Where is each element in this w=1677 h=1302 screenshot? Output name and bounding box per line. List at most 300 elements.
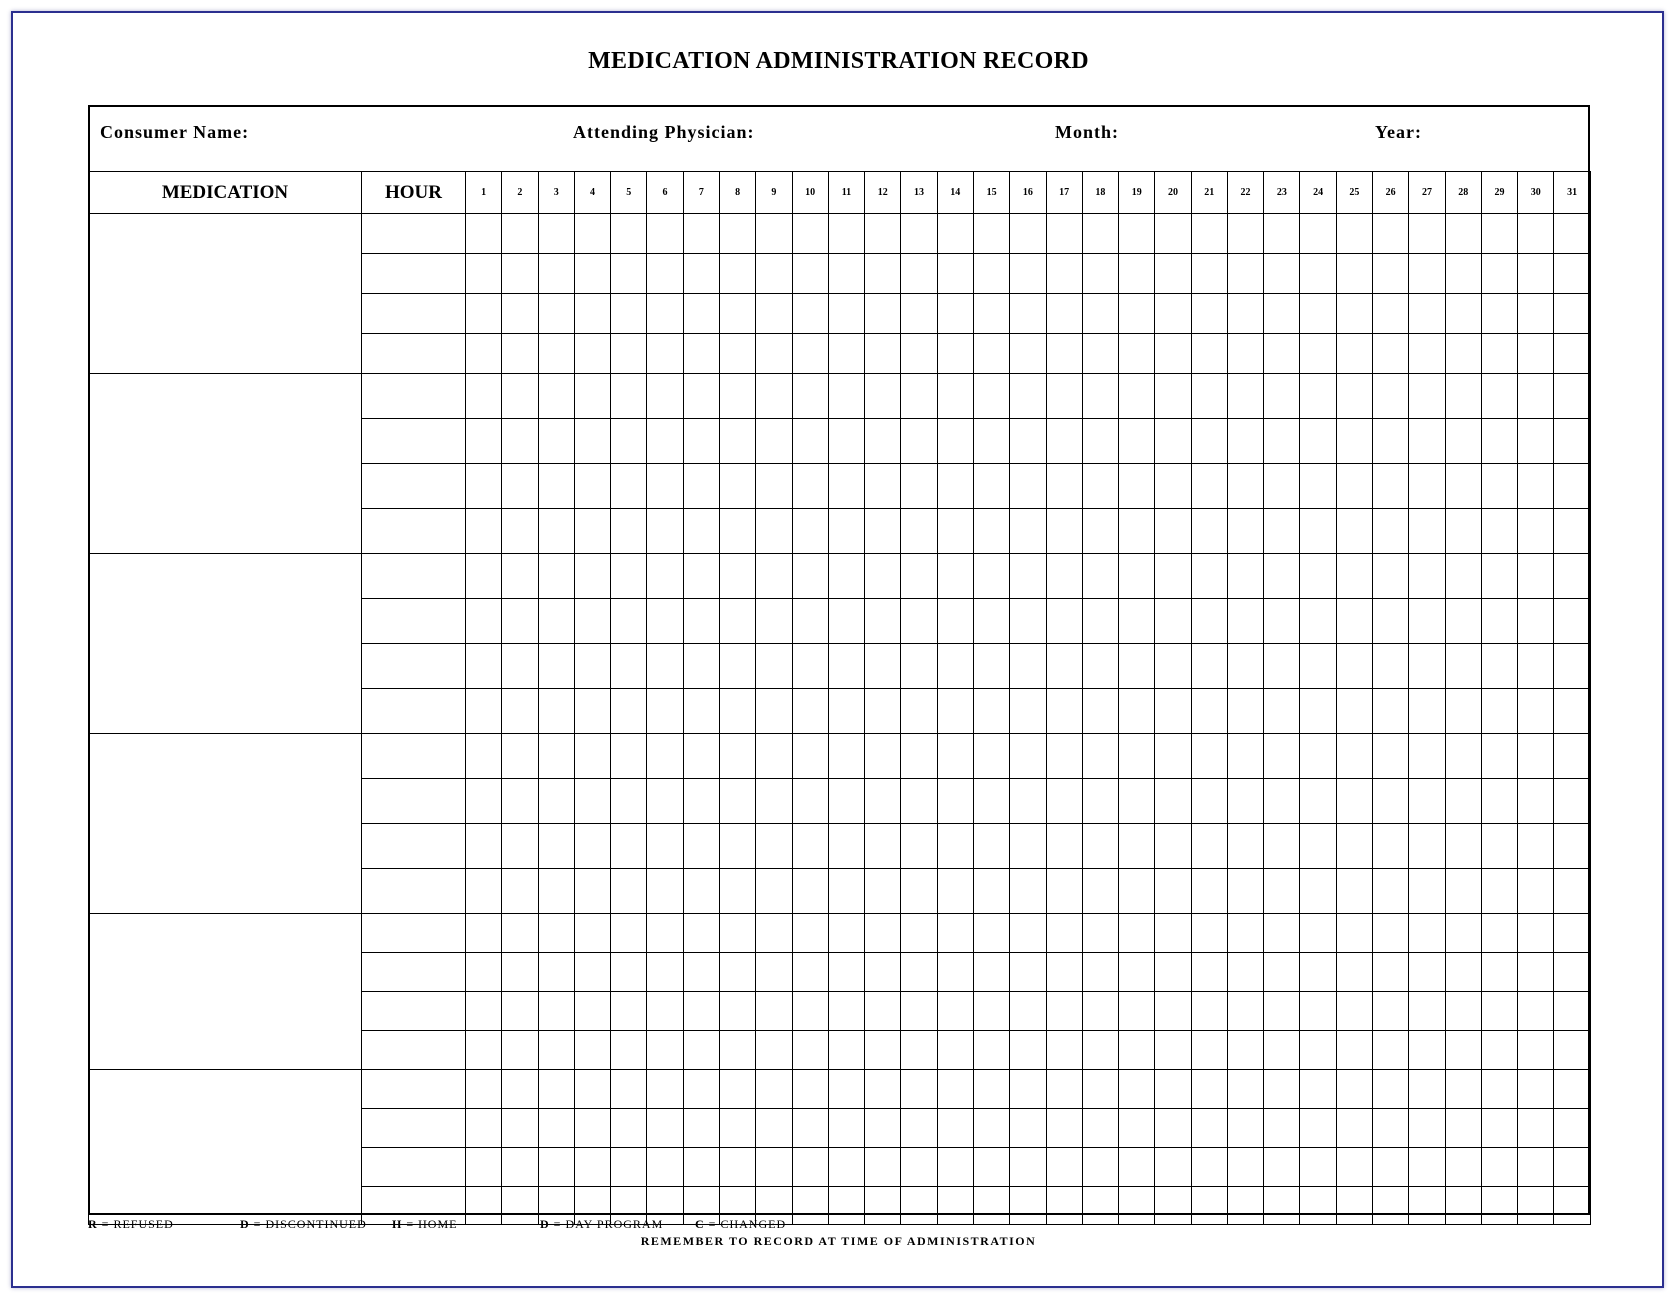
day-cell[interactable] xyxy=(502,464,538,509)
day-cell[interactable] xyxy=(1119,914,1155,953)
day-cell[interactable] xyxy=(1300,824,1336,869)
day-cell[interactable] xyxy=(538,334,574,374)
day-cell[interactable] xyxy=(901,1109,937,1148)
day-cell[interactable] xyxy=(502,1148,538,1187)
day-cell[interactable] xyxy=(1373,734,1409,779)
day-cell[interactable] xyxy=(937,1109,973,1148)
day-cell[interactable] xyxy=(1445,689,1481,734)
day-cell[interactable] xyxy=(865,464,901,509)
day-cell[interactable] xyxy=(466,869,502,914)
day-cell[interactable] xyxy=(611,294,647,334)
day-cell[interactable] xyxy=(1010,734,1046,779)
day-cell[interactable] xyxy=(502,1109,538,1148)
day-cell[interactable] xyxy=(1191,689,1227,734)
day-cell[interactable] xyxy=(1445,1070,1481,1109)
day-cell[interactable] xyxy=(901,1031,937,1070)
day-cell[interactable] xyxy=(901,554,937,599)
day-cell[interactable] xyxy=(1046,1031,1082,1070)
day-cell[interactable] xyxy=(756,214,792,254)
day-cell[interactable] xyxy=(1119,1070,1155,1109)
day-cell[interactable] xyxy=(1191,824,1227,869)
day-cell[interactable] xyxy=(1227,992,1263,1031)
day-cell[interactable] xyxy=(1046,953,1082,992)
day-cell[interactable] xyxy=(1409,464,1445,509)
day-cell[interactable] xyxy=(937,334,973,374)
day-cell[interactable] xyxy=(937,419,973,464)
day-cell[interactable] xyxy=(1554,914,1590,953)
day-cell[interactable] xyxy=(719,734,755,779)
day-cell[interactable] xyxy=(1373,779,1409,824)
day-cell[interactable] xyxy=(1155,779,1191,824)
day-cell[interactable] xyxy=(502,1070,538,1109)
day-cell[interactable] xyxy=(1300,644,1336,689)
day-cell[interactable] xyxy=(1010,779,1046,824)
day-cell[interactable] xyxy=(1191,254,1227,294)
day-cell[interactable] xyxy=(1336,419,1372,464)
day-cell[interactable] xyxy=(683,1070,719,1109)
day-cell[interactable] xyxy=(1082,214,1118,254)
day-cell[interactable] xyxy=(1373,824,1409,869)
day-cell[interactable] xyxy=(574,644,610,689)
day-cell[interactable] xyxy=(1264,689,1300,734)
hour-cell[interactable] xyxy=(362,734,466,779)
day-cell[interactable] xyxy=(1481,824,1517,869)
day-cell[interactable] xyxy=(1554,254,1590,294)
day-cell[interactable] xyxy=(538,689,574,734)
day-cell[interactable] xyxy=(1409,689,1445,734)
day-cell[interactable] xyxy=(1010,992,1046,1031)
day-cell[interactable] xyxy=(466,734,502,779)
day-cell[interactable] xyxy=(611,509,647,554)
day-cell[interactable] xyxy=(1336,869,1372,914)
day-cell[interactable] xyxy=(1264,869,1300,914)
day-cell[interactable] xyxy=(1481,644,1517,689)
day-cell[interactable] xyxy=(1227,1031,1263,1070)
day-cell[interactable] xyxy=(1010,824,1046,869)
day-cell[interactable] xyxy=(1264,1187,1300,1225)
day-cell[interactable] xyxy=(1518,294,1554,334)
day-cell[interactable] xyxy=(683,992,719,1031)
day-cell[interactable] xyxy=(1445,374,1481,419)
day-cell[interactable] xyxy=(1010,953,1046,992)
day-cell[interactable] xyxy=(1336,334,1372,374)
day-cell[interactable] xyxy=(1010,254,1046,294)
day-cell[interactable] xyxy=(1518,1148,1554,1187)
day-cell[interactable] xyxy=(1409,509,1445,554)
day-cell[interactable] xyxy=(574,824,610,869)
day-cell[interactable] xyxy=(1518,1031,1554,1070)
day-cell[interactable] xyxy=(1191,1031,1227,1070)
day-cell[interactable] xyxy=(1518,734,1554,779)
day-cell[interactable] xyxy=(611,214,647,254)
day-cell[interactable] xyxy=(683,779,719,824)
day-cell[interactable] xyxy=(1445,1187,1481,1225)
day-cell[interactable] xyxy=(719,599,755,644)
day-cell[interactable] xyxy=(1300,464,1336,509)
day-cell[interactable] xyxy=(611,599,647,644)
day-cell[interactable] xyxy=(1046,599,1082,644)
day-cell[interactable] xyxy=(719,419,755,464)
day-cell[interactable] xyxy=(683,254,719,294)
day-cell[interactable] xyxy=(937,914,973,953)
day-cell[interactable] xyxy=(973,1148,1009,1187)
medication-cell[interactable] xyxy=(89,734,362,914)
day-cell[interactable] xyxy=(1191,374,1227,419)
day-cell[interactable] xyxy=(1227,914,1263,953)
day-cell[interactable] xyxy=(574,214,610,254)
day-cell[interactable] xyxy=(719,509,755,554)
day-cell[interactable] xyxy=(1409,1070,1445,1109)
day-cell[interactable] xyxy=(1264,1031,1300,1070)
day-cell[interactable] xyxy=(719,914,755,953)
day-cell[interactable] xyxy=(1082,1031,1118,1070)
day-cell[interactable] xyxy=(1336,294,1372,334)
day-cell[interactable] xyxy=(1046,734,1082,779)
day-cell[interactable] xyxy=(1264,254,1300,294)
day-cell[interactable] xyxy=(1264,824,1300,869)
day-cell[interactable] xyxy=(1264,734,1300,779)
day-cell[interactable] xyxy=(611,334,647,374)
day-cell[interactable] xyxy=(901,254,937,294)
day-cell[interactable] xyxy=(828,953,864,992)
hour-cell[interactable] xyxy=(362,254,466,294)
day-cell[interactable] xyxy=(828,869,864,914)
day-cell[interactable] xyxy=(1373,464,1409,509)
day-cell[interactable] xyxy=(502,509,538,554)
day-cell[interactable] xyxy=(1336,509,1372,554)
day-cell[interactable] xyxy=(1445,1148,1481,1187)
day-cell[interactable] xyxy=(611,464,647,509)
day-cell[interactable] xyxy=(901,599,937,644)
day-cell[interactable] xyxy=(1481,554,1517,599)
hour-cell[interactable] xyxy=(362,214,466,254)
day-cell[interactable] xyxy=(792,914,828,953)
day-cell[interactable] xyxy=(1300,1070,1336,1109)
day-cell[interactable] xyxy=(1046,914,1082,953)
day-cell[interactable] xyxy=(538,914,574,953)
day-cell[interactable] xyxy=(1264,599,1300,644)
day-cell[interactable] xyxy=(828,689,864,734)
hour-cell[interactable] xyxy=(362,1031,466,1070)
day-cell[interactable] xyxy=(1227,689,1263,734)
day-cell[interactable] xyxy=(973,779,1009,824)
day-cell[interactable] xyxy=(1264,509,1300,554)
day-cell[interactable] xyxy=(1191,599,1227,644)
day-cell[interactable] xyxy=(1373,869,1409,914)
day-cell[interactable] xyxy=(611,992,647,1031)
day-cell[interactable] xyxy=(1046,294,1082,334)
day-cell[interactable] xyxy=(828,1070,864,1109)
day-cell[interactable] xyxy=(1300,419,1336,464)
day-cell[interactable] xyxy=(1264,419,1300,464)
day-cell[interactable] xyxy=(1300,374,1336,419)
day-cell[interactable] xyxy=(1227,509,1263,554)
day-cell[interactable] xyxy=(1010,869,1046,914)
day-cell[interactable] xyxy=(1155,509,1191,554)
day-cell[interactable] xyxy=(466,599,502,644)
day-cell[interactable] xyxy=(502,554,538,599)
day-cell[interactable] xyxy=(1082,779,1118,824)
day-cell[interactable] xyxy=(1227,599,1263,644)
day-cell[interactable] xyxy=(756,554,792,599)
day-cell[interactable] xyxy=(1554,334,1590,374)
day-cell[interactable] xyxy=(1082,254,1118,294)
day-cell[interactable] xyxy=(1046,992,1082,1031)
day-cell[interactable] xyxy=(865,869,901,914)
day-cell[interactable] xyxy=(1445,334,1481,374)
day-cell[interactable] xyxy=(865,1148,901,1187)
day-cell[interactable] xyxy=(792,1187,828,1225)
day-cell[interactable] xyxy=(538,1109,574,1148)
day-cell[interactable] xyxy=(1119,334,1155,374)
day-cell[interactable] xyxy=(1264,953,1300,992)
day-cell[interactable] xyxy=(1518,1187,1554,1225)
day-cell[interactable] xyxy=(1445,734,1481,779)
day-cell[interactable] xyxy=(1082,374,1118,419)
day-cell[interactable] xyxy=(502,824,538,869)
day-cell[interactable] xyxy=(1481,509,1517,554)
hour-cell[interactable] xyxy=(362,1070,466,1109)
day-cell[interactable] xyxy=(466,689,502,734)
day-cell[interactable] xyxy=(1481,1187,1517,1225)
day-cell[interactable] xyxy=(1155,1109,1191,1148)
day-cell[interactable] xyxy=(1373,1070,1409,1109)
day-cell[interactable] xyxy=(719,869,755,914)
day-cell[interactable] xyxy=(1155,1148,1191,1187)
day-cell[interactable] xyxy=(1010,644,1046,689)
day-cell[interactable] xyxy=(574,294,610,334)
day-cell[interactable] xyxy=(1518,992,1554,1031)
hour-cell[interactable] xyxy=(362,869,466,914)
day-cell[interactable] xyxy=(865,779,901,824)
day-cell[interactable] xyxy=(1373,599,1409,644)
day-cell[interactable] xyxy=(683,334,719,374)
day-cell[interactable] xyxy=(973,1187,1009,1225)
day-cell[interactable] xyxy=(973,254,1009,294)
day-cell[interactable] xyxy=(574,254,610,294)
day-cell[interactable] xyxy=(865,953,901,992)
day-cell[interactable] xyxy=(1082,734,1118,779)
day-cell[interactable] xyxy=(1554,294,1590,334)
day-cell[interactable] xyxy=(901,419,937,464)
day-cell[interactable] xyxy=(1518,509,1554,554)
day-cell[interactable] xyxy=(1227,419,1263,464)
day-cell[interactable] xyxy=(1191,214,1227,254)
day-cell[interactable] xyxy=(1481,869,1517,914)
day-cell[interactable] xyxy=(502,214,538,254)
day-cell[interactable] xyxy=(574,334,610,374)
day-cell[interactable] xyxy=(1481,599,1517,644)
day-cell[interactable] xyxy=(1191,734,1227,779)
day-cell[interactable] xyxy=(1264,1148,1300,1187)
day-cell[interactable] xyxy=(683,1031,719,1070)
day-cell[interactable] xyxy=(1300,1187,1336,1225)
day-cell[interactable] xyxy=(647,509,683,554)
day-cell[interactable] xyxy=(937,254,973,294)
day-cell[interactable] xyxy=(1010,914,1046,953)
day-cell[interactable] xyxy=(1481,779,1517,824)
day-cell[interactable] xyxy=(574,1031,610,1070)
day-cell[interactable] xyxy=(683,914,719,953)
day-cell[interactable] xyxy=(1373,1148,1409,1187)
day-cell[interactable] xyxy=(647,1070,683,1109)
day-cell[interactable] xyxy=(1481,953,1517,992)
hour-cell[interactable] xyxy=(362,374,466,419)
day-cell[interactable] xyxy=(973,953,1009,992)
day-cell[interactable] xyxy=(1518,334,1554,374)
day-cell[interactable] xyxy=(756,992,792,1031)
hour-cell[interactable] xyxy=(362,953,466,992)
day-cell[interactable] xyxy=(901,464,937,509)
day-cell[interactable] xyxy=(1227,374,1263,419)
day-cell[interactable] xyxy=(466,509,502,554)
day-cell[interactable] xyxy=(828,334,864,374)
day-cell[interactable] xyxy=(937,1031,973,1070)
day-cell[interactable] xyxy=(1155,992,1191,1031)
day-cell[interactable] xyxy=(466,953,502,992)
day-cell[interactable] xyxy=(756,294,792,334)
hour-cell[interactable] xyxy=(362,334,466,374)
day-cell[interactable] xyxy=(1518,779,1554,824)
day-cell[interactable] xyxy=(1481,1109,1517,1148)
day-cell[interactable] xyxy=(1119,644,1155,689)
day-cell[interactable] xyxy=(1119,509,1155,554)
day-cell[interactable] xyxy=(1010,334,1046,374)
day-cell[interactable] xyxy=(683,1148,719,1187)
day-cell[interactable] xyxy=(1264,1109,1300,1148)
day-cell[interactable] xyxy=(466,1031,502,1070)
day-cell[interactable] xyxy=(1155,734,1191,779)
day-cell[interactable] xyxy=(719,992,755,1031)
day-cell[interactable] xyxy=(647,464,683,509)
day-cell[interactable] xyxy=(828,644,864,689)
day-cell[interactable] xyxy=(647,294,683,334)
day-cell[interactable] xyxy=(792,509,828,554)
day-cell[interactable] xyxy=(1191,992,1227,1031)
day-cell[interactable] xyxy=(719,1031,755,1070)
day-cell[interactable] xyxy=(756,1148,792,1187)
day-cell[interactable] xyxy=(901,992,937,1031)
day-cell[interactable] xyxy=(1010,1109,1046,1148)
day-cell[interactable] xyxy=(973,914,1009,953)
day-cell[interactable] xyxy=(1227,1148,1263,1187)
day-cell[interactable] xyxy=(466,294,502,334)
day-cell[interactable] xyxy=(1227,953,1263,992)
day-cell[interactable] xyxy=(1481,374,1517,419)
day-cell[interactable] xyxy=(1227,644,1263,689)
day-cell[interactable] xyxy=(502,914,538,953)
day-cell[interactable] xyxy=(1554,1070,1590,1109)
day-cell[interactable] xyxy=(1082,992,1118,1031)
day-cell[interactable] xyxy=(1082,599,1118,644)
day-cell[interactable] xyxy=(1554,509,1590,554)
day-cell[interactable] xyxy=(1445,554,1481,599)
day-cell[interactable] xyxy=(1046,464,1082,509)
day-cell[interactable] xyxy=(1481,734,1517,779)
day-cell[interactable] xyxy=(538,419,574,464)
day-cell[interactable] xyxy=(756,1109,792,1148)
day-cell[interactable] xyxy=(1409,734,1445,779)
day-cell[interactable] xyxy=(1554,1148,1590,1187)
day-cell[interactable] xyxy=(611,1070,647,1109)
day-cell[interactable] xyxy=(647,334,683,374)
day-cell[interactable] xyxy=(1409,1109,1445,1148)
day-cell[interactable] xyxy=(901,824,937,869)
day-cell[interactable] xyxy=(901,953,937,992)
day-cell[interactable] xyxy=(937,554,973,599)
day-cell[interactable] xyxy=(901,1187,937,1225)
day-cell[interactable] xyxy=(1046,869,1082,914)
day-cell[interactable] xyxy=(792,334,828,374)
day-cell[interactable] xyxy=(1409,644,1445,689)
day-cell[interactable] xyxy=(1300,953,1336,992)
day-cell[interactable] xyxy=(1046,554,1082,599)
day-cell[interactable] xyxy=(683,419,719,464)
day-cell[interactable] xyxy=(1155,1031,1191,1070)
day-cell[interactable] xyxy=(574,689,610,734)
day-cell[interactable] xyxy=(1264,1070,1300,1109)
day-cell[interactable] xyxy=(574,1148,610,1187)
day-cell[interactable] xyxy=(937,689,973,734)
day-cell[interactable] xyxy=(1518,374,1554,419)
day-cell[interactable] xyxy=(901,214,937,254)
day-cell[interactable] xyxy=(1373,554,1409,599)
day-cell[interactable] xyxy=(792,374,828,419)
day-cell[interactable] xyxy=(611,914,647,953)
day-cell[interactable] xyxy=(574,1070,610,1109)
day-cell[interactable] xyxy=(1373,294,1409,334)
day-cell[interactable] xyxy=(1445,294,1481,334)
day-cell[interactable] xyxy=(683,464,719,509)
day-cell[interactable] xyxy=(865,294,901,334)
day-cell[interactable] xyxy=(1191,1109,1227,1148)
day-cell[interactable] xyxy=(1554,214,1590,254)
day-cell[interactable] xyxy=(901,644,937,689)
day-cell[interactable] xyxy=(719,644,755,689)
day-cell[interactable] xyxy=(756,599,792,644)
day-cell[interactable] xyxy=(1445,1109,1481,1148)
day-cell[interactable] xyxy=(1481,464,1517,509)
day-cell[interactable] xyxy=(756,953,792,992)
day-cell[interactable] xyxy=(792,464,828,509)
day-cell[interactable] xyxy=(901,294,937,334)
day-cell[interactable] xyxy=(1082,464,1118,509)
day-cell[interactable] xyxy=(683,644,719,689)
day-cell[interactable] xyxy=(1373,992,1409,1031)
day-cell[interactable] xyxy=(1336,374,1372,419)
day-cell[interactable] xyxy=(756,779,792,824)
day-cell[interactable] xyxy=(1373,214,1409,254)
day-cell[interactable] xyxy=(1082,334,1118,374)
day-cell[interactable] xyxy=(937,824,973,869)
day-cell[interactable] xyxy=(538,294,574,334)
day-cell[interactable] xyxy=(1227,869,1263,914)
day-cell[interactable] xyxy=(1082,1070,1118,1109)
day-cell[interactable] xyxy=(538,992,574,1031)
day-cell[interactable] xyxy=(1481,419,1517,464)
day-cell[interactable] xyxy=(466,554,502,599)
day-cell[interactable] xyxy=(1554,689,1590,734)
day-cell[interactable] xyxy=(611,734,647,779)
day-cell[interactable] xyxy=(1373,1187,1409,1225)
day-cell[interactable] xyxy=(1518,689,1554,734)
day-cell[interactable] xyxy=(683,214,719,254)
day-cell[interactable] xyxy=(1445,509,1481,554)
day-cell[interactable] xyxy=(1554,1109,1590,1148)
day-cell[interactable] xyxy=(611,1109,647,1148)
day-cell[interactable] xyxy=(538,734,574,779)
day-cell[interactable] xyxy=(1046,779,1082,824)
